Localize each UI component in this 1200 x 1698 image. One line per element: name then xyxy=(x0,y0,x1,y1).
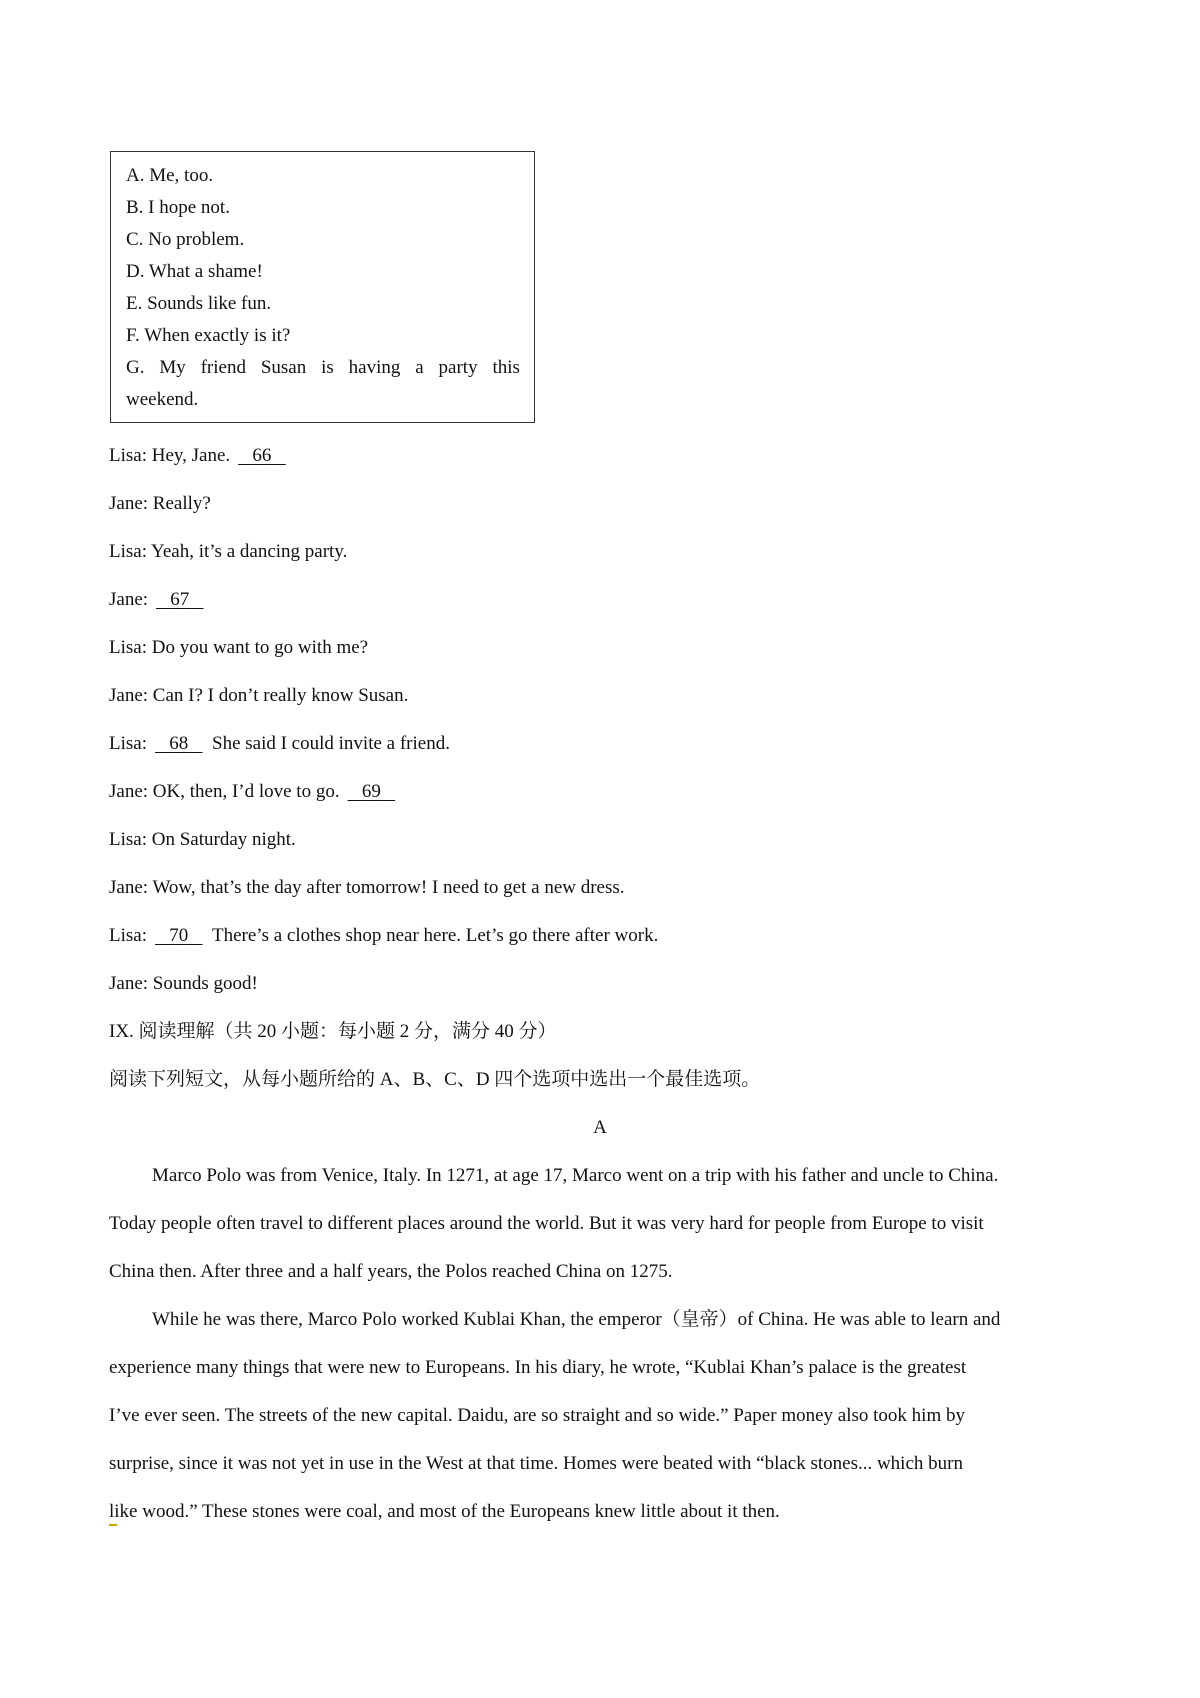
option-g-word: party xyxy=(438,357,478,378)
dialogue-text: Jane: Can I? I don’t really know Susan. xyxy=(109,685,409,706)
dialogue-text: Lisa: On Saturday night. xyxy=(109,829,296,850)
blank-number: 67 xyxy=(170,589,190,610)
yellow-mark xyxy=(109,1524,117,1526)
passage-line: China then. After three and a half years, the Polos reached China on 1275. xyxy=(109,1261,673,1282)
passage-line: I’ve ever seen. The streets of the new capital. Daidu, are so straight and so wide.” Paper money also took him by xyxy=(109,1405,965,1426)
dialogue-text: Lisa: Do you want to go with me? xyxy=(109,637,369,658)
dialogue-line xyxy=(109,492,211,516)
dialogue-text: Lisa: Hey, Jane. xyxy=(109,445,231,466)
passage-label: A xyxy=(593,1117,607,1138)
option-g-word: this xyxy=(492,357,520,378)
options-box xyxy=(110,151,535,423)
option-g-line-2: weekend. xyxy=(126,389,199,410)
dialogue-line xyxy=(109,732,450,756)
dialogue-line xyxy=(109,636,368,660)
dialogue-line xyxy=(109,876,625,900)
option-d: D. What a shame! xyxy=(126,261,263,282)
dialogue-text: Lisa: xyxy=(109,925,147,946)
passage-line: While he was there, Marco Polo worked Kublai Khan, the emperor（皇帝）of China. He was able to learn and xyxy=(152,1309,1001,1330)
section-instruction: 阅读下列短文，从每小题所给的 A、B、C、D 四个选项中选出一个最佳选项。 xyxy=(109,1069,761,1090)
dialogue-text: Jane: Wow, that’s the day after tomorrow! I need to get a new dress. xyxy=(109,877,625,898)
answer-blank-68 xyxy=(155,732,203,756)
dialogue-line xyxy=(109,540,347,564)
passage-line: Today people often travel to different places around the world. But it was very hard for people from Europe to visit xyxy=(109,1213,984,1234)
option-g-word: Susan xyxy=(260,357,307,378)
dialogue-text: Lisa: xyxy=(109,733,147,754)
option-g-word: friend xyxy=(200,357,246,378)
option-g-word: is xyxy=(321,357,334,378)
passage-text: Marco Polo was from Venice, Italy. In 1271, at age 17, Marco went on a trip with his father and uncle to China. xyxy=(152,1165,999,1186)
dialogue-text: Jane: xyxy=(109,589,149,610)
dialogue-line xyxy=(109,780,395,804)
option-g-line-1 xyxy=(126,356,520,380)
blank-number: 69 xyxy=(361,781,381,802)
answer-blank-70 xyxy=(155,924,203,948)
dialogue-line xyxy=(109,444,286,468)
option-b: B. I hope not. xyxy=(126,197,230,218)
passage-line xyxy=(152,1164,1099,1188)
option-f: F. When exactly is it? xyxy=(126,325,291,346)
blank-number: 70 xyxy=(169,925,189,946)
dialogue-line xyxy=(109,684,408,708)
dialogue-text-after: She said I could invite a friend. xyxy=(212,733,450,754)
dialogue-text: Lisa: Yeah, it’s a dancing party. xyxy=(109,541,348,562)
dialogue-text: Jane: Sounds good! xyxy=(109,973,258,994)
dialogue-line xyxy=(109,972,258,996)
dialogue-line xyxy=(109,924,658,948)
passage-line: experience many things that were new to Europeans. In his diary, he wrote, “Kublai Khan’s palace is the greatest xyxy=(109,1357,967,1378)
answer-blank-69 xyxy=(348,780,396,804)
dialogue-line xyxy=(109,828,296,852)
passage-line: like wood.” These stones were coal, and most of the Europeans knew little about it then. xyxy=(109,1501,780,1522)
answer-blank-67 xyxy=(156,588,204,612)
option-g-word: G. xyxy=(126,357,145,378)
blank-number: 66 xyxy=(252,445,272,466)
section-heading: IX. 阅读理解（共 20 小题：每小题 2 分，满分 40 分） xyxy=(109,1021,557,1042)
blank-number: 68 xyxy=(169,733,189,754)
option-a: A. Me, too. xyxy=(126,165,214,186)
option-e: E. Sounds like fun. xyxy=(126,293,272,314)
passage-line: surprise, since it was not yet in use in the West at that time. Homes were beated with “black stones... which burn xyxy=(109,1453,963,1474)
dialogue-line xyxy=(109,588,204,612)
dialogue-text-after: There’s a clothes shop near here. Let’s go there after work. xyxy=(212,925,659,946)
dialogue-text: Jane: OK, then, I’d love to go. xyxy=(109,781,340,802)
option-g-word: a xyxy=(415,357,424,378)
option-g-word: My xyxy=(159,357,186,378)
dialogue-text: Jane: Really? xyxy=(109,493,211,514)
answer-blank-66 xyxy=(238,444,286,468)
option-g-word: having xyxy=(348,357,401,378)
option-c: C. No problem. xyxy=(126,229,245,250)
